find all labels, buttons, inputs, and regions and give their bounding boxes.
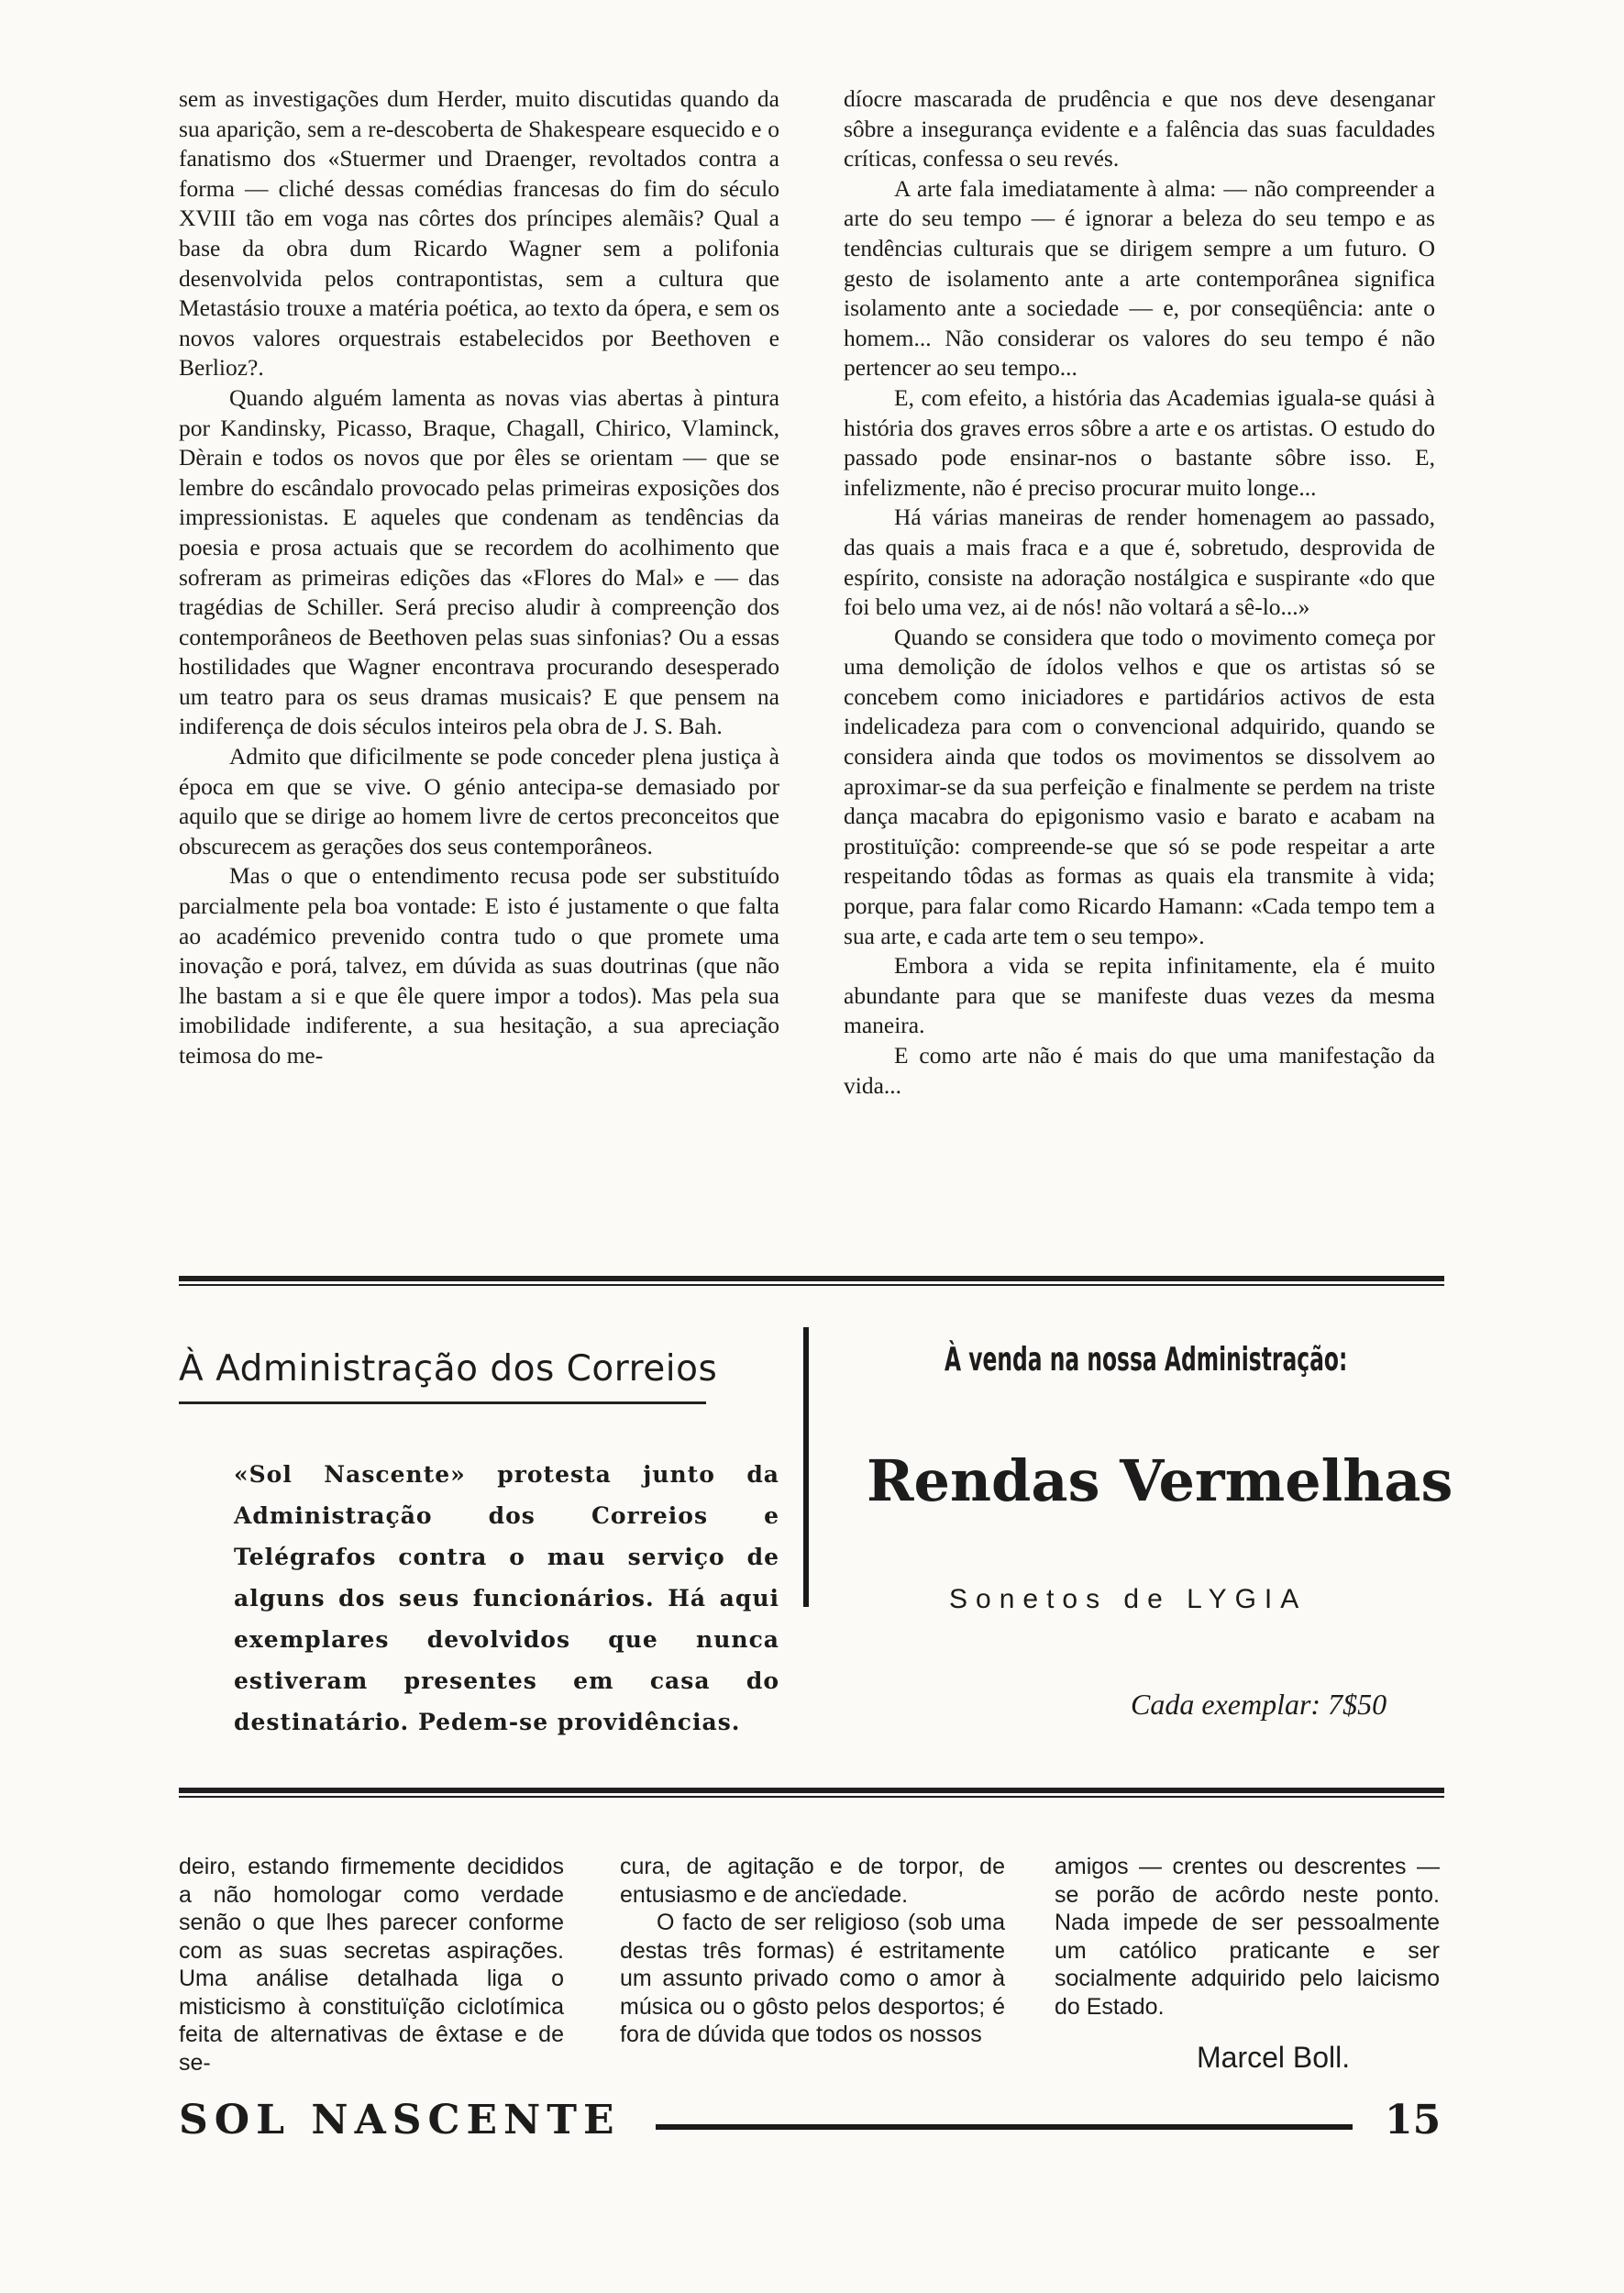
vertical-separator (803, 1327, 809, 1607)
advert-book-title: Rendas Vermelhas (867, 1447, 1453, 1514)
article-paragraph: Mas o que o entendimento recusa pode ser substituído parcialmente pela boa vontade: E isto é justamente o que falta ao académico prevenido contra tudo o que promete uma inovação e porá, talvez, em dúvida as suas doutrinas (que não lhe bastam a si e que êle quere impor a todos). Mas pela sua imobilidade indiferente, a sua hesitação, a sua apreciação teimosa do me- (179, 862, 779, 1069)
article-paragraph: Embora a vida se repita infinitamente, ela é muito abundante para que se manifeste duas vezes da mesma maneira. (844, 952, 1435, 1039)
advert-subtitle: Sonetos de LYGIA (949, 1584, 1308, 1614)
top-divider-thin (179, 1284, 1444, 1286)
bottom-divider-thick (179, 1788, 1444, 1793)
article-paragraph: E, com efeito, a história das Academias iguala-se quási à história dos graves erros sôbre a arte e os artistas. O estudo do passado pode ensinar-nos o bastante sôbre isso. E, infelizmente, não é preciso procurar muito longe... (844, 383, 1435, 501)
article-paragraph: Quando se considera que todo o movimento começa por uma demolição de ídolos velhos e que os artistas só se concebem como iniciadores e partidários activos de esta indelicadeza para com o convencional adquirido, quando se considera ainda que todos os movimentos se dissolvem ao aproximar-se da sua perfeição e finalmente se perdem na triste dança macabra do epigonismo vasio e barato e acabam na prostituïção: compreende-se que só se pode respeitar a arte respeitando tôdas as formas as quais ela transmite à vida; porque, para falar como Ricardo Hamann: «Cada tempo tem a sua arte, e cada arte tem o seu tempo». (844, 623, 1435, 949)
advert-price: Cada exemplar: 7$50 (1131, 1688, 1387, 1721)
article-right-column (844, 84, 1435, 1101)
article-paragraph: E como arte não é mais do que uma manifestação da vida... (844, 1042, 1435, 1099)
page-number: 15 (1385, 2097, 1442, 2143)
bottom-paragraph: cura, de agitação e de torpor, de entusiasmo e de ancïedade. (620, 1854, 1005, 1908)
article-paragraph: sem as investigações dum Herder, muito discutidas quando da sua aparição, sem a re-descoberta de Shakespeare esquecido e o fanatismo dos «Stuermer und Draenger, revoltados contra a forma — cliché dessas comédias francesas do fim do século XVIII tão em voga nas côrtes dos príncipes alemãis? Qual a base da obra dum Ricardo Wagner sem a polifonia desenvolvida pelos contrapontistas, sem a cultura que Metastásio trouxe a matéria poética, ao texto da ópera, e sem os novos valores orquestrais estabelecidos por Beethoven e Berlioz?. (179, 85, 779, 382)
article-paragraph: A arte fala imediatamente à alma: — não compreender a arte do seu tempo — é ignorar a beleza do seu tempo e as tendências culturais que se dirigem sempre a um futuro. O gesto de isolamento ante a arte contemporânea significa isolamento ante a sociedade — e, por conseqüência: ante o homem... Não considerar os valores do seu tempo é não pertencer ao seu tempo... (844, 174, 1435, 382)
notice-body: «Sol Nascente» protesta junto da Administração dos Correios e Telégrafos contra o mau serviço de alguns dos seus funcionários. Há aqui exemplares devolvidos que nunca estiveram presentes em casa do destinatário. Pedem-se providências. (234, 1461, 779, 1735)
bottom-article-column-2 (620, 1853, 1005, 2049)
article-paragraph: Quando alguém lamenta as novas vias abertas à pintura por Kandinsky, Picasso, Braque, Chagall, Chirico, Vlaminck, Dèrain e todos os novos que por êles se orientam — que se lembre do escândalo provocado pelas primeiras exposições dos impressionistas. E aqueles que condenam as tendências da poesia e prosa actuais que se recordem do acolhimento que sofreram as primeiras edições das «Flores do Mal» e — das tragédias de Schiller. Será preciso aludir à compreenção dos contemporâneos de Beethoven pelas suas sinfonias? Ou a essas hostilidades que Wagner encontrava procurando desesperado um teatro para os seus dramas musicais? E que pensem na indiferença de dois séculos inteiros pela obra de J. S. Bah. (179, 383, 779, 740)
notice-title-underline (179, 1401, 706, 1404)
bottom-article-column-3 (1055, 1853, 1440, 2021)
article-paragraph: díocre mascarada de prudência e que nos deve desenganar sôbre a insegurança evidente e a falência das suas faculdades críticas, confessa o seu revés. (844, 85, 1435, 172)
bottom-paragraph: deiro, estando firmemente decididos a não homologar como verdade senão o que lhes parecer conforme com as suas secretas aspirações. Uma análise detalhada liga o misticismo à constituïção ciclotímica feita de alternativas de êxtase e de se- (179, 1854, 564, 2076)
article-left-column (179, 84, 779, 1071)
article-author: Marcel Boll. (1197, 2041, 1351, 2074)
footer-publication-name: SOL NASCENTE (179, 2097, 621, 2143)
notice-title: À Administração dos Correios (179, 1348, 718, 1390)
bottom-paragraph: amigos — crentes ou descrentes — se porão de acôrdo neste ponto. Nada impede de ser pessoalmente um católico praticante e ser socialmente adquirido pelo laicismo do Estado. (1055, 1854, 1440, 2020)
advert-header: À venda na nossa Administração: (945, 1341, 1348, 1379)
bottom-article-column-1 (179, 1853, 564, 2077)
article-paragraph: Admito que dificilmente se pode conceder plena justiça à época em que se vive. O génio antecipa-se demasiado por aquilo que se dirige ao homem livre de certos preconceitos que obscurecem as gerações dos seus contemporâneos. (179, 743, 779, 859)
top-divider-thick (179, 1276, 1444, 1281)
footer-rule (656, 2124, 1353, 2130)
bottom-paragraph: O facto de ser religioso (sob uma destas três formas) é estritamente um assunto privado como o amor à música ou o gôsto pelos desportos; é fora de dúvida que todos os nossos (620, 1910, 1005, 2047)
bottom-divider-thin (179, 1796, 1444, 1798)
article-paragraph: Há várias maneiras de render homenagem ao passado, das quais a mais fraca e a que é, sobretudo, desprovida de espírito, consiste na adoração nostálgica e suspirante «do que foi belo uma vez, ai de nós! não voltará a sê-lo...» (844, 504, 1435, 621)
